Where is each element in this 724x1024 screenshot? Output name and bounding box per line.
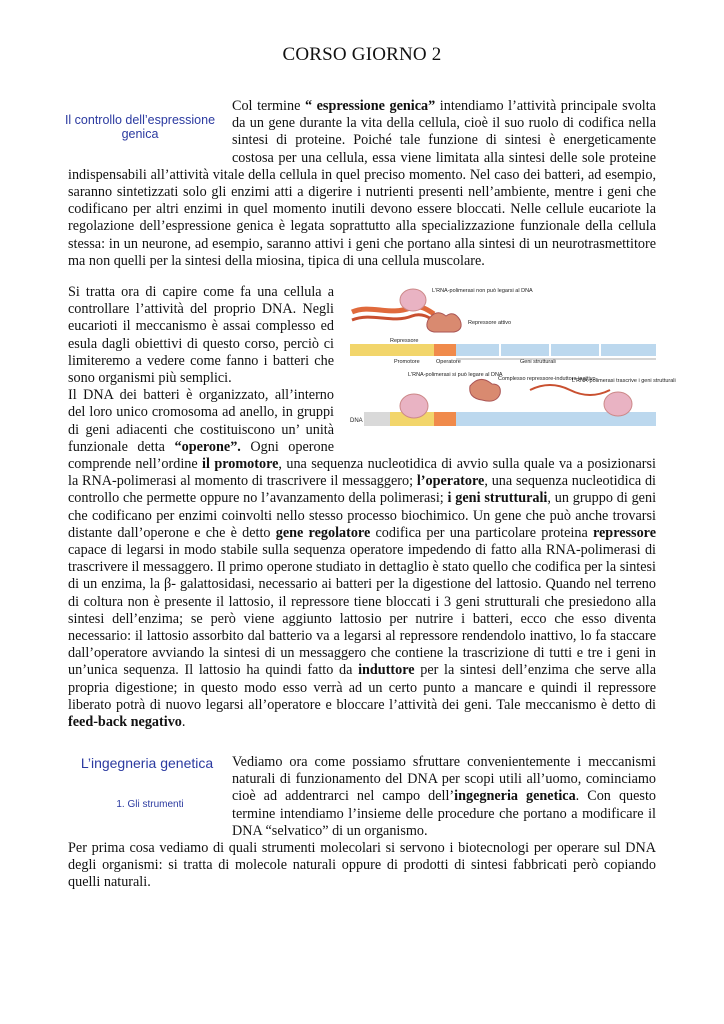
repressore-shape xyxy=(427,313,461,332)
text-run: . Con questo termine intendiamo l’insieme delle procedure che portano a modificare il DNA “selvatico” di un organismo. xyxy=(232,788,656,839)
complesso-shape xyxy=(470,379,501,401)
text-run: Si tratta ora di capire come fa una cellula a controllare l’attività del proprio DNA. Negli eucarioti il meccanismo è assai complesso ed esula dagli obiettivi di questo corso, perciò ci limiteremo a vedere come fanno i batteri che sono organismi più semplici. xyxy=(68,284,334,387)
label-operatore: Operatore xyxy=(436,359,461,365)
label-rna-pol-bottom: L'RNA-polimerasi si può legare al DNA xyxy=(408,372,503,378)
text-run: . xyxy=(181,714,186,731)
section-heading-ingegneria: L’ingegneria genetica xyxy=(80,755,214,771)
section-heading-gene-expression: Il controllo dell’espressione genica xyxy=(64,113,216,141)
label-complesso: Complesso repressore-induttore inattivo xyxy=(498,376,596,382)
rna-polimerasi-top xyxy=(400,289,426,311)
segment-dna-bottom xyxy=(364,412,390,426)
term-geni-strutturali: i geni strutturali xyxy=(447,490,548,507)
segment-promotore xyxy=(390,344,434,356)
text-run: intendiamo l’attività principale svolta da un gene durante la vita della cellula, cioè il suo ruolo di codifica nella sintesi di proteine. Poiché tale funzione di sintesi è energeticamente costosa per una cellula, essa viene limitata alla sintesi delle sole proteine indispensabili all’attività vitale della cellula in quel preciso momento. Nel caso dei batteri, ad esempio, saranno sintetizzati solo gli enzimi atti a digerire i nutrienti presenti nell’ambiente, mentre i geni che codificano per altri enzimi in quel momento inutili devono essere bloccati. Nelle cellule eucariote la regolazione dell’espressione genica è legata soprattutto alla specializzazione funzionale della cellula stessa: in un neurone, ad esempio, saranno attivi i geni che portano alla sintesi di un neurotrasmettitore ma non quelli per la sintesi della miosina, tipica di una cellula muscolare. xyxy=(68,98,656,269)
label-repressore-attivo: Repressore attivo xyxy=(468,320,512,326)
segment-operatore xyxy=(434,344,456,356)
segment-operatore-bottom xyxy=(434,412,456,426)
mrna-strand xyxy=(530,385,610,395)
text-run: capace di legarsi in modo stabile sulla sequenza operatore impedendo di fatto alla RNA-polimerasi di trascrivere il messaggero. Il primo operone studiato in dettaglio è stato quello che codifica per la sintesi di un enzima, la β- galattosidasi, necessario ai batteri per la digestione del lattosio. Quando nel terreno di coltura non è presente il lattosio, il repressore tiene bloccati i 3 geni strutturali che presiedono alla sintesi dell’enzima; se però viene aggiunto lattosio per nutrire i batteri, ecco che esso diventa necessario: il lattosio assorbito dal batterio va a legarsi al repressore rendendolo inattivo, lo fa staccare dall’operatore avviando la sintesi di un messaggero che contiene la trascrizione di tutti e tre i geni in un’unica sequenza. Il lattosio ha quindi fatto da xyxy=(68,542,656,679)
term-operatore: l’operatore xyxy=(416,473,485,490)
label-dna: DNA xyxy=(350,418,363,424)
segment-regulator xyxy=(350,344,390,356)
dna-strand-top-2 xyxy=(352,315,436,322)
term-induttore: induttore xyxy=(358,662,415,679)
operon-diagram xyxy=(350,282,676,437)
paragraph-gene-expression xyxy=(68,98,656,270)
term-operone: “operone”. xyxy=(174,438,241,455)
label-geni-strutturali: Geni strutturali xyxy=(520,359,556,365)
text-run: , una sequenza nucleotidica di controllo che permette oppure no l’avanzamento della polimerasi; xyxy=(68,473,656,507)
term-espressione-genica: “ espressione genica” xyxy=(304,98,436,114)
label-rna-pol-top: L'RNA-polimerasi non può legarsi al DNA xyxy=(432,288,533,294)
term-gene-regolatore: gene regolatore xyxy=(275,524,371,541)
text-run: codifica per una particolare proteina xyxy=(370,524,593,541)
paragraph-ingegneria xyxy=(68,754,656,892)
text-run: Il DNA dei batteri è organizzato, all’interno del loro unico cromosoma ad anello, in gruppi di geni adiacenti che costituiscono un’ unità funzionale detta xyxy=(68,387,334,455)
term-promotore: il promotore xyxy=(202,456,279,473)
label-rna-trascrive: L'RNA-polimerasi trascrive i geni strutturali xyxy=(572,378,676,384)
text-run: per la sintesi dell’enzima che serve alla propria digestione; in questo modo esso verrà ad un certo punto a mancare e quindi il repressore liberato potrà di nuovo legarsi all’operatore e bloccare l’attività dei geni. Tale meccanismo è detto di xyxy=(68,662,656,713)
text-run: Ogni operone comprende nell’ordine xyxy=(68,438,334,473)
heading-spacer xyxy=(68,754,232,823)
rna-polimerasi-moving xyxy=(604,392,632,416)
document-title: CORSO GIORNO 2 xyxy=(282,44,442,65)
text-run: Per prima cosa vediamo di quali strumenti molecolari si servono i biotecnologi per operare sul DNA degli organismi: si tratta di molecole naturali oppure di prodotti di sintesi fabbricati però copiando quelli naturali. xyxy=(68,840,656,891)
text-run: , un gruppo di geni che codificano per enzimi coinvolti nello stesso processo biochimico. Un gene che può anche trovarsi distante dall’operone e che è detto xyxy=(68,490,657,541)
text-run: , una sequenza nucleotidica di avvio sulla quale va a posizionarsi la RNA-polimerasi al momento di trascrivere il messaggero; xyxy=(68,456,656,490)
term-feed-back-negativo: feed-back negativo xyxy=(68,714,182,731)
label-promotore: Promotore xyxy=(394,359,420,365)
rna-polimerasi-bottom xyxy=(400,394,428,418)
heading-spacer xyxy=(68,98,232,150)
term-repressore: repressore xyxy=(592,524,657,541)
subsection-strumenti: 1. Gli strumenti xyxy=(116,799,184,810)
segment-geni xyxy=(456,344,656,356)
label-repressore: Repressore xyxy=(390,338,419,344)
text-run: Col termine xyxy=(232,98,305,114)
text-run: Vediamo ora come possiamo sfruttare convenientemente i meccanismi naturali di funzionamento del DNA per scopi utili all’uomo, cominciamo cioè ad addentrarci nel campo dell’ xyxy=(232,754,656,805)
term-ingegneria-genetica: ingegneria genetica xyxy=(454,788,576,805)
